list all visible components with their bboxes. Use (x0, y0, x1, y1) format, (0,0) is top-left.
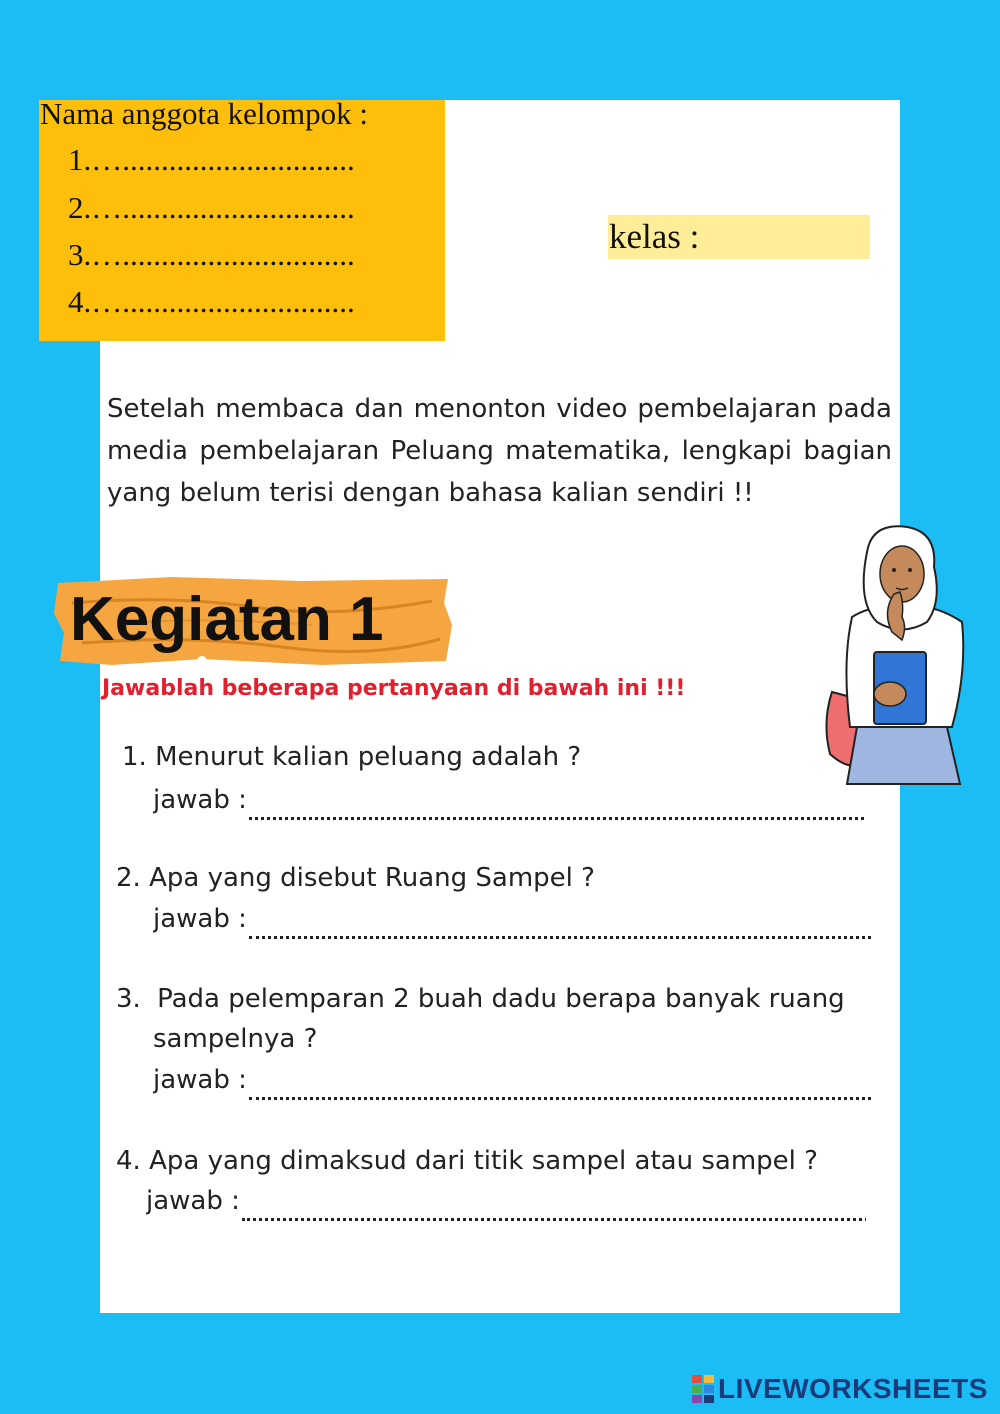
answer-4-label: jawab : (146, 1186, 240, 1216)
activity-instruction: Jawablah beberapa pertanyaan di bawah ini !!! (102, 676, 686, 701)
member-line-4[interactable]: 4.….............................. (68, 284, 355, 319)
question-4-number: 4. (116, 1146, 141, 1176)
question-3-continuation: sampelnya ? (153, 1024, 318, 1054)
answer-1-label: jawab : (153, 785, 247, 815)
answer-4-blank[interactable] (242, 1188, 866, 1221)
intro-paragraph: Setelah membaca dan menonton video pembelajaran pada media pembelajaran Peluang matematika, lengkapi bagian yang belum terisi dengan bahasa kalian sendiri !! (107, 394, 892, 508)
question-1-text: Menurut kalian peluang adalah ? (155, 742, 582, 772)
question-3 (116, 979, 845, 1019)
question-4-text: Apa yang dimaksud dari titik sampel atau sampel ? (149, 1146, 818, 1176)
liveworksheets-logo[interactable] (692, 1372, 988, 1406)
activity-title: Kegiatan 1 (70, 585, 384, 654)
question-4 (116, 1141, 818, 1181)
liveworksheets-brand: LIVEWORKSHEETS (718, 1373, 988, 1404)
question-2-number: 2. (116, 863, 141, 893)
member-line-1[interactable]: 1.….............................. (68, 142, 355, 177)
question-1 (122, 737, 581, 777)
answer-3-blank[interactable] (249, 1067, 871, 1100)
answer-2[interactable] (153, 899, 873, 939)
question-2 (116, 858, 595, 898)
group-members-title: Nama anggota kelompok : (40, 96, 368, 131)
answer-3[interactable] (153, 1060, 873, 1100)
thinking-student-illustration (812, 522, 977, 787)
question-3-number: 3. (116, 984, 141, 1014)
answer-4[interactable] (146, 1181, 866, 1221)
member-line-2[interactable]: 2.….............................. (68, 190, 355, 225)
question-3-text: Pada pelemparan 2 buah dadu berapa banyak ruang (157, 984, 845, 1014)
class-label: kelas : (609, 217, 700, 256)
question-2-text: Apa yang disebut Ruang Sampel ? (149, 863, 595, 893)
liveworksheets-mark-icon (692, 1375, 714, 1403)
member-line-3[interactable]: 3.….............................. (68, 237, 355, 272)
answer-3-label: jawab : (153, 1065, 247, 1095)
answer-2-blank[interactable] (249, 906, 871, 939)
answer-1[interactable] (153, 780, 873, 820)
answer-2-label: jawab : (153, 904, 247, 934)
answer-1-blank[interactable] (249, 787, 864, 820)
question-1-number: 1. (122, 742, 147, 772)
